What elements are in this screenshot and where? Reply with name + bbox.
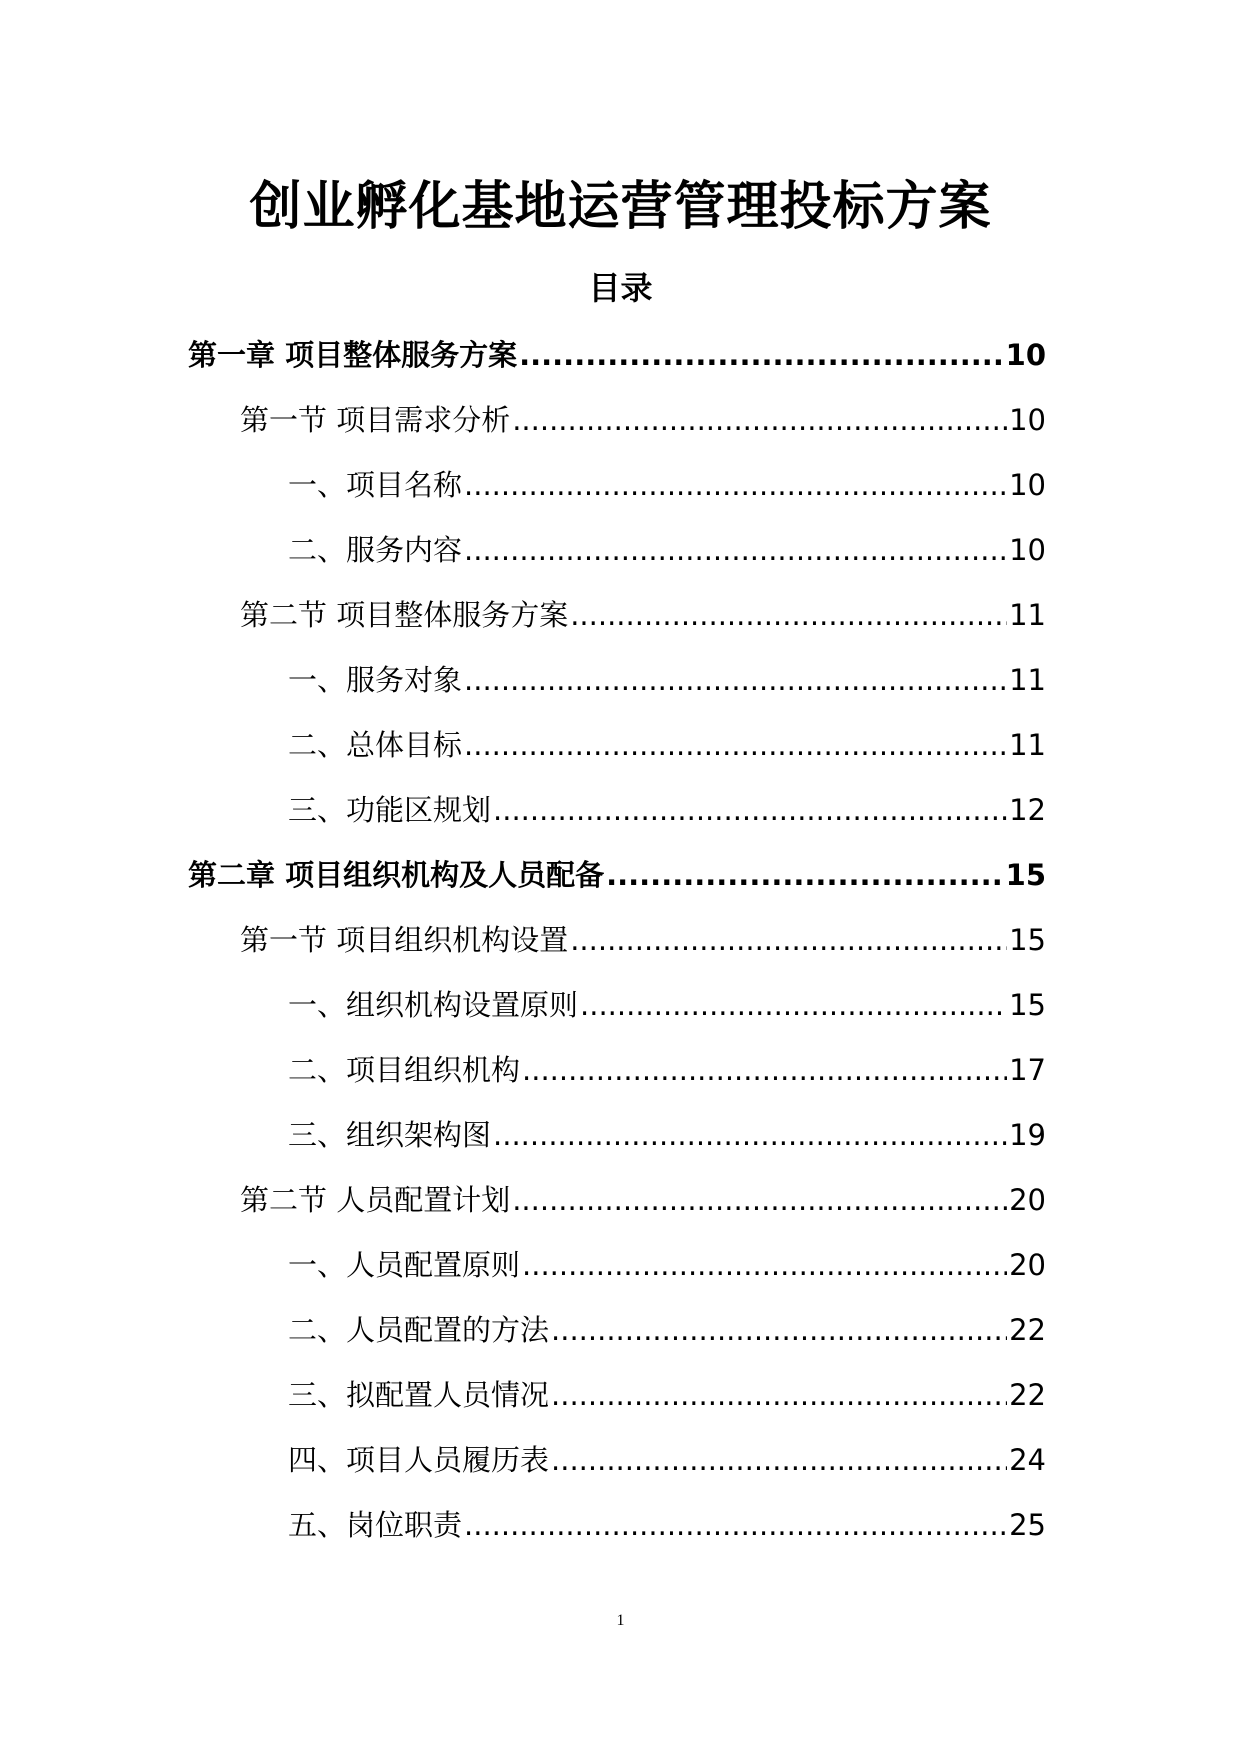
toc-entry-section[interactable] [240, 590, 1046, 640]
toc-entry-page: 12 [1009, 793, 1046, 827]
toc-entry-page: 24 [1009, 1443, 1046, 1477]
toc-leader-dots [551, 1435, 1007, 1485]
toc-entry-page: 10 [1009, 533, 1046, 567]
toc-leader-dots [522, 1240, 1007, 1290]
toc-leader-dots [464, 720, 1007, 770]
toc-entry-subsection[interactable] [288, 525, 1046, 575]
toc-leader-dots [512, 395, 1007, 445]
toc-entry-subsection[interactable] [288, 1045, 1046, 1095]
toc-entry-page: 10 [1009, 403, 1046, 437]
toc-leader-dots [464, 1500, 1007, 1550]
toc-entry-page: 11 [1009, 663, 1046, 697]
toc-entry-label: 二、服务内容 [288, 533, 463, 567]
toc-entry-label: 三、功能区规划 [288, 793, 492, 827]
toc-entry-page: 11 [1009, 598, 1046, 632]
toc-entry-page: 15 [1009, 923, 1046, 957]
toc-entry-section[interactable] [240, 915, 1046, 965]
toc-leader-dots [570, 915, 1007, 965]
toc-entry-page: 20 [1009, 1248, 1046, 1282]
toc-entry-page: 19 [1009, 1118, 1046, 1152]
toc-entry-subsection[interactable] [288, 980, 1046, 1030]
toc-leader-dots [464, 460, 1007, 510]
toc-leader-dots [493, 785, 1007, 835]
toc-entry-label: 第二章 项目组织机构及人员配备 [188, 858, 605, 892]
toc-leader-dots [606, 850, 1004, 900]
toc-entry-page: 10 [1009, 468, 1046, 502]
toc-leader-dots [519, 330, 1004, 380]
toc-entry-subsection[interactable] [288, 1435, 1046, 1485]
toc-leader-dots [551, 1305, 1007, 1355]
toc-entry-label: 一、组织机构设置原则 [288, 988, 579, 1022]
toc-entry-label: 二、总体目标 [288, 728, 463, 762]
page-number: 1 [616, 1612, 625, 1629]
toc-entry-subsection[interactable] [288, 460, 1046, 510]
toc-entry-label: 一、人员配置原则 [288, 1248, 521, 1282]
toc-entry-subsection[interactable] [288, 785, 1046, 835]
toc-entry-label: 三、组织架构图 [288, 1118, 492, 1152]
toc-entry-page: 15 [1009, 988, 1046, 1022]
toc-entry-section[interactable] [240, 395, 1046, 445]
toc-entry-subsection[interactable] [288, 1370, 1046, 1420]
toc-entry-label: 第一章 项目整体服务方案 [188, 338, 518, 372]
toc-entry-chapter[interactable] [188, 330, 1046, 380]
toc-entry-subsection[interactable] [288, 1500, 1046, 1550]
toc-leader-dots [580, 980, 1007, 1030]
toc-entry-label: 第二节 项目整体服务方案 [240, 598, 569, 632]
toc-leader-dots [570, 590, 1007, 640]
toc-leader-dots [493, 1110, 1007, 1160]
toc-entry-subsection[interactable] [288, 655, 1046, 705]
toc-entry-label: 二、项目组织机构 [288, 1053, 521, 1087]
toc-leader-dots [464, 525, 1007, 575]
document-title: 创业孵化基地运营管理投标方案 [249, 177, 992, 237]
toc-entry-subsection[interactable] [288, 720, 1046, 770]
toc-entry-page: 10 [1005, 338, 1046, 372]
toc-entry-page: 22 [1009, 1378, 1046, 1412]
toc-leader-dots [464, 655, 1007, 705]
toc-entry-label: 四、项目人员履历表 [288, 1443, 550, 1477]
toc-entry-page: 25 [1009, 1508, 1046, 1542]
toc-entry-subsection[interactable] [288, 1240, 1046, 1290]
toc-entry-chapter[interactable] [188, 850, 1046, 900]
toc-entry-label: 一、服务对象 [288, 663, 463, 697]
toc-entry-label: 第一节 项目组织机构设置 [240, 923, 569, 957]
toc-entry-page: 17 [1009, 1053, 1046, 1087]
toc-entry-section[interactable] [240, 1175, 1046, 1225]
toc-entry-label: 三、拟配置人员情况 [288, 1378, 550, 1412]
toc-entry-page: 15 [1005, 858, 1046, 892]
toc-leader-dots [522, 1045, 1007, 1095]
toc-heading: 目录 [588, 269, 653, 307]
toc-leader-dots [512, 1175, 1007, 1225]
toc-entry-page: 20 [1009, 1183, 1046, 1217]
toc-entry-page: 22 [1009, 1313, 1046, 1347]
toc-entry-label: 五、岗位职责 [288, 1508, 463, 1542]
toc-entry-subsection[interactable] [288, 1305, 1046, 1355]
toc-leader-dots [551, 1370, 1007, 1420]
toc-entry-label: 第二节 人员配置计划 [240, 1183, 511, 1217]
toc-entry-label: 二、人员配置的方法 [288, 1313, 550, 1347]
toc-entry-label: 一、项目名称 [288, 468, 463, 502]
toc-entry-label: 第一节 项目需求分析 [240, 403, 511, 437]
toc-entry-page: 11 [1009, 728, 1046, 762]
toc-entry-subsection[interactable] [288, 1110, 1046, 1160]
